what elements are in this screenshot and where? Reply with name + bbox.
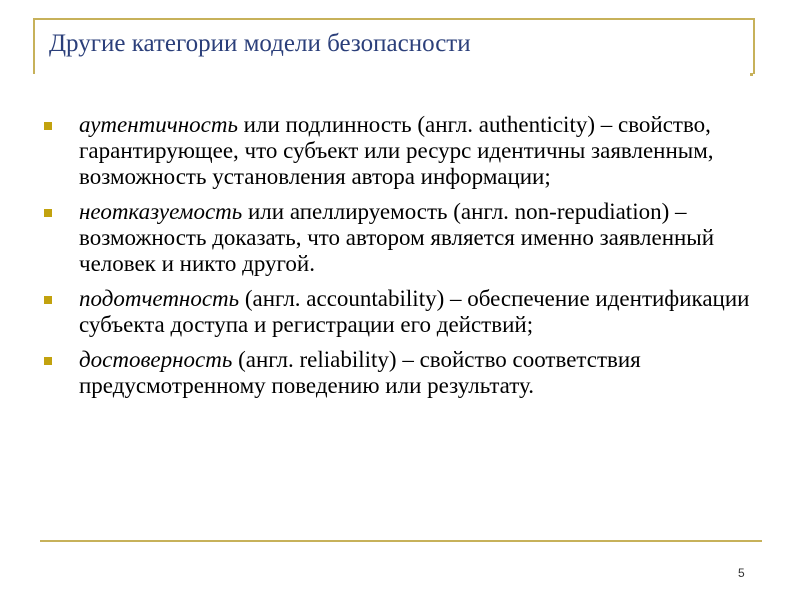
slide-title: Другие категории модели безопасности: [49, 30, 471, 57]
definition-reliability: (англ. reliability) – свойство соответствия предусмотренному поведению или результату.: [79, 347, 641, 398]
square-bullet-icon: [44, 122, 52, 130]
list-item-accountability: [44, 286, 754, 338]
title-frame-right-border: [753, 18, 755, 74]
decorative-dot: [750, 73, 753, 76]
term-accountability: подотчетность: [79, 286, 240, 311]
page-number: 5: [738, 566, 745, 580]
term-non-repudiation: неотказуемость: [79, 199, 243, 224]
square-bullet-icon: [44, 209, 52, 217]
title-frame-left-border: [33, 18, 35, 74]
square-bullet-icon: [44, 296, 52, 304]
definition-non-repudiation: или апеллируемость (англ. non-repudiation) – возможность доказать, что автором является именно заявленный человек и никто другой.: [79, 199, 715, 276]
list-item-non-repudiation: [44, 199, 754, 277]
definition-authenticity: или подлинность (англ. authenticity) – свойство, гарантирующее, что субъект или ресурс идентичны заявленным, возможность установления автора информации;: [79, 112, 714, 189]
square-bullet-icon: [44, 357, 52, 365]
footer-divider: [40, 540, 762, 542]
list-item-reliability: [44, 347, 754, 399]
bullet-list: [44, 112, 754, 408]
list-item-authenticity: [44, 112, 754, 190]
term-reliability: достоверность: [79, 347, 233, 372]
definition-accountability: (англ. accountability) – обеспечение идентификации субъекта доступа и регистрации его действий;: [79, 286, 750, 337]
title-frame-top-border: [33, 18, 755, 20]
term-authenticity: аутентичность: [79, 112, 238, 137]
